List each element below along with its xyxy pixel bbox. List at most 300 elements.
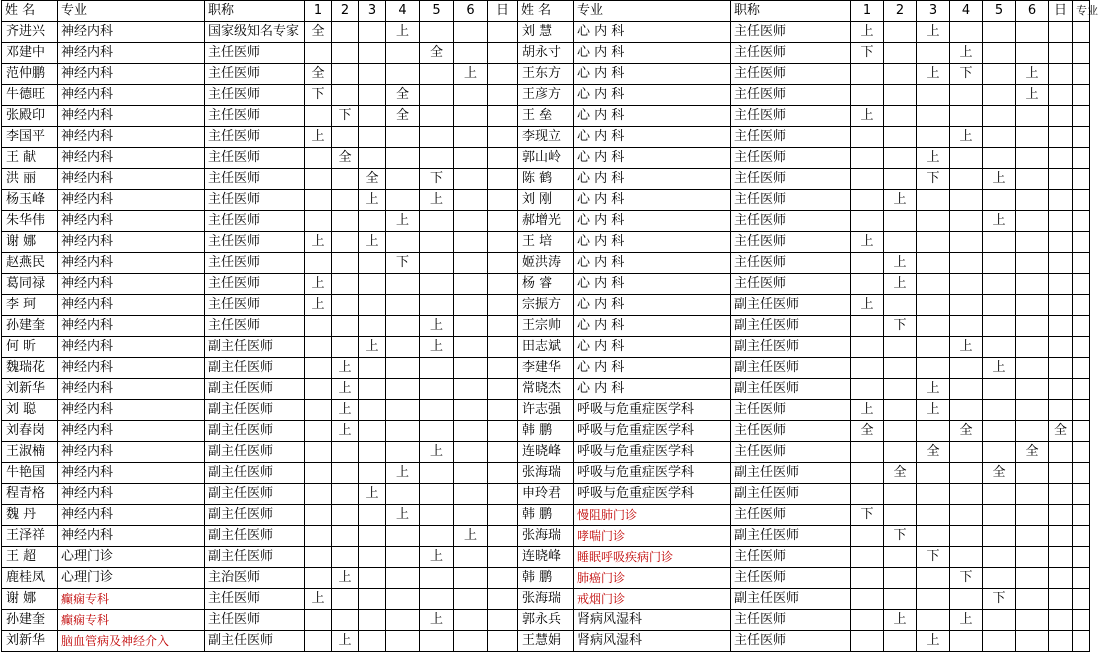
day-slot-right: [1016, 589, 1049, 610]
day-slot: [305, 148, 332, 169]
title: 主任医师: [205, 43, 305, 64]
day-slot: [454, 106, 488, 127]
day-slot: [454, 379, 488, 400]
doctor-name: 刘新华: [2, 379, 58, 400]
day-slot: [420, 295, 454, 316]
day-slot: 下: [386, 253, 420, 274]
day-slot: [386, 484, 420, 505]
title: 主任医师: [205, 610, 305, 631]
day-slot: 上: [359, 484, 386, 505]
day-slot: [420, 463, 454, 484]
day-slot: [420, 526, 454, 547]
day-slot-right: [1049, 295, 1073, 316]
day-slot-right: 全: [1016, 442, 1049, 463]
day-slot: [420, 253, 454, 274]
day-slot-right: [917, 43, 950, 64]
day-slot-right: [917, 85, 950, 106]
day-slot-right: [983, 190, 1016, 211]
title: 主任医师: [205, 169, 305, 190]
day-slot: 上: [420, 547, 454, 568]
day-slot-right: 上: [950, 610, 983, 631]
day-slot: 全: [386, 85, 420, 106]
day-slot-right: [884, 127, 917, 148]
header-name-2: 姓 名: [518, 1, 574, 22]
specialty-right: 呼吸与危重症医学科: [574, 400, 731, 421]
day-slot: [305, 190, 332, 211]
day-slot-right: 下: [851, 43, 884, 64]
day-slot-right: [917, 589, 950, 610]
header-day-2: 2: [884, 1, 917, 22]
title-right: 主任医师: [731, 148, 851, 169]
day-slot-right: [851, 85, 884, 106]
empty-cell: [1073, 253, 1090, 274]
day-slot: [332, 526, 359, 547]
day-slot-right: [950, 274, 983, 295]
day-slot: [359, 610, 386, 631]
day-slot: [420, 127, 454, 148]
title-right: 主任医师: [731, 253, 851, 274]
doctor-name: 鹿桂凤: [2, 568, 58, 589]
doctor-name: 刘 聪: [2, 400, 58, 421]
day-slot: 下: [332, 106, 359, 127]
day-slot: [359, 526, 386, 547]
day-slot: 上: [420, 442, 454, 463]
day-slot: [454, 568, 488, 589]
empty-cell: [1073, 484, 1090, 505]
day-slot-right: [884, 295, 917, 316]
title: 主治医师: [205, 568, 305, 589]
day-slot-right: [1049, 64, 1073, 85]
day-slot: [488, 463, 518, 484]
day-slot: [454, 43, 488, 64]
day-slot-right: [983, 64, 1016, 85]
day-slot: 全: [359, 169, 386, 190]
specialty: 神经内科: [58, 190, 205, 211]
specialty-right: 心 内 科: [574, 379, 731, 400]
day-slot-right: [950, 148, 983, 169]
day-slot: [420, 64, 454, 85]
day-slot-right: [851, 610, 884, 631]
day-slot: [454, 610, 488, 631]
day-slot: 上: [332, 358, 359, 379]
day-slot-right: [851, 463, 884, 484]
empty-cell: [1073, 232, 1090, 253]
doctor-name: 王 超: [2, 547, 58, 568]
day-slot: [454, 484, 488, 505]
specialty: 神经内科: [58, 232, 205, 253]
day-slot: [332, 610, 359, 631]
day-slot: [359, 379, 386, 400]
table-row: [2, 610, 1090, 631]
day-slot: [488, 400, 518, 421]
day-slot: 全: [305, 64, 332, 85]
day-slot-right: [1016, 316, 1049, 337]
day-slot-right: [1016, 358, 1049, 379]
day-slot: [386, 379, 420, 400]
day-slot: [386, 400, 420, 421]
day-slot-right: [884, 337, 917, 358]
day-slot: [305, 337, 332, 358]
title: 主任医师: [205, 253, 305, 274]
title: 副主任医师: [205, 526, 305, 547]
day-slot: [454, 211, 488, 232]
table-row: [2, 148, 1090, 169]
doctor-name: 牛艳国: [2, 463, 58, 484]
specialty: 神经内科: [58, 169, 205, 190]
day-slot-right: [983, 526, 1016, 547]
title-right: 主任医师: [731, 442, 851, 463]
day-slot: [488, 85, 518, 106]
day-slot: 上: [332, 400, 359, 421]
day-slot-right: [950, 169, 983, 190]
day-slot-right: 下: [950, 64, 983, 85]
day-slot-right: 上: [1016, 85, 1049, 106]
table-row: [2, 211, 1090, 232]
day-slot: [305, 526, 332, 547]
header-day: 6: [454, 1, 488, 22]
day-slot: [305, 358, 332, 379]
empty-cell: [1073, 400, 1090, 421]
day-slot: [420, 568, 454, 589]
day-slot: 上: [420, 190, 454, 211]
day-slot-right: [884, 568, 917, 589]
day-slot-right: [884, 442, 917, 463]
day-slot-right: [1016, 295, 1049, 316]
day-slot-right: [1016, 400, 1049, 421]
day-slot: [359, 211, 386, 232]
specialty: 神经内科: [58, 148, 205, 169]
day-slot-right: [1049, 316, 1073, 337]
day-slot: [332, 547, 359, 568]
day-slot-right: [983, 400, 1016, 421]
day-slot-right: [1016, 631, 1049, 652]
doctor-name: 孙建奎: [2, 610, 58, 631]
empty-cell: [1073, 148, 1090, 169]
table-row: [2, 589, 1090, 610]
day-slot-right: [983, 379, 1016, 400]
doctor-name-right: 韩 鹏: [518, 568, 574, 589]
specialty-right: 心 内 科: [574, 211, 731, 232]
day-slot: [454, 358, 488, 379]
specialty: 神经内科: [58, 526, 205, 547]
specialty: 神经内科: [58, 442, 205, 463]
empty-cell: [1073, 463, 1090, 484]
day-slot: [386, 589, 420, 610]
day-slot: 上: [332, 421, 359, 442]
day-slot: [359, 421, 386, 442]
title: 副主任医师: [205, 505, 305, 526]
day-slot: [454, 232, 488, 253]
day-slot-right: [884, 22, 917, 43]
day-slot-right: [983, 295, 1016, 316]
day-slot-right: [884, 211, 917, 232]
day-slot-right: [950, 22, 983, 43]
header-day: 4: [386, 1, 420, 22]
day-slot-right: [983, 274, 1016, 295]
table-row: [2, 568, 1090, 589]
doctor-name-right: 王 培: [518, 232, 574, 253]
day-slot-right: [1016, 211, 1049, 232]
empty-cell: [1073, 64, 1090, 85]
specialty-right: 肾病风湿科: [574, 610, 731, 631]
title-right: 主任医师: [731, 505, 851, 526]
day-slot-right: [1016, 484, 1049, 505]
day-slot-right: [917, 253, 950, 274]
day-slot-right: 上: [983, 211, 1016, 232]
day-slot: [488, 505, 518, 526]
day-slot-right: [1049, 85, 1073, 106]
doctor-name: 齐进兴: [2, 22, 58, 43]
day-slot: [386, 547, 420, 568]
doctor-name: 范仲鹏: [2, 64, 58, 85]
title: 国家级知名专家: [205, 22, 305, 43]
title-right: 副主任医师: [731, 484, 851, 505]
day-slot-right: [1049, 22, 1073, 43]
day-slot: [359, 316, 386, 337]
day-slot: [488, 442, 518, 463]
title-right: 主任医师: [731, 43, 851, 64]
day-slot-right: [983, 421, 1016, 442]
header-day-2: 5: [983, 1, 1016, 22]
day-slot: 上: [454, 64, 488, 85]
specialty: 癫痫专科: [58, 610, 205, 631]
day-slot-right: 下: [917, 169, 950, 190]
table-row: [2, 505, 1090, 526]
day-slot-right: [851, 148, 884, 169]
day-slot: [332, 211, 359, 232]
title-right: 副主任医师: [731, 337, 851, 358]
title-right: 主任医师: [731, 274, 851, 295]
day-slot-right: [1016, 148, 1049, 169]
title: 副主任医师: [205, 631, 305, 652]
day-slot-right: [1049, 148, 1073, 169]
specialty: 神经内科: [58, 85, 205, 106]
day-slot: [359, 547, 386, 568]
day-slot-right: 上: [950, 43, 983, 64]
day-slot-right: [1016, 274, 1049, 295]
doctor-name-right: 郭永兵: [518, 610, 574, 631]
title: 副主任医师: [205, 442, 305, 463]
header-day-2: 4: [950, 1, 983, 22]
empty-cell: [1073, 169, 1090, 190]
day-slot: [305, 442, 332, 463]
doctor-name-right: 李现立: [518, 127, 574, 148]
day-slot: [488, 337, 518, 358]
day-slot-right: 全: [884, 463, 917, 484]
table-row: [2, 463, 1090, 484]
day-slot: [386, 358, 420, 379]
day-slot-right: 上: [917, 22, 950, 43]
day-slot: [420, 22, 454, 43]
day-slot: [332, 442, 359, 463]
doctor-name-right: 韩 鹏: [518, 421, 574, 442]
day-slot-right: [950, 316, 983, 337]
day-slot-right: [851, 379, 884, 400]
title-right: 主任医师: [731, 610, 851, 631]
day-slot-right: [1049, 568, 1073, 589]
doctor-name: 魏 丹: [2, 505, 58, 526]
doctor-name: 刘新华: [2, 631, 58, 652]
empty-cell: [1073, 295, 1090, 316]
day-slot: [488, 43, 518, 64]
title: 主任医师: [205, 64, 305, 85]
day-slot-right: [851, 484, 884, 505]
doctor-name: 刘春岗: [2, 421, 58, 442]
title: 主任医师: [205, 295, 305, 316]
doctor-name: 谢 娜: [2, 589, 58, 610]
day-slot: [359, 463, 386, 484]
day-slot-right: [1049, 547, 1073, 568]
day-slot-right: [950, 358, 983, 379]
empty-cell: [1073, 547, 1090, 568]
header-specialty-3: 专业: [1073, 1, 1090, 22]
day-slot-right: [884, 484, 917, 505]
day-slot-right: [851, 547, 884, 568]
day-slot-right: 上: [884, 274, 917, 295]
day-slot-right: [1016, 127, 1049, 148]
day-slot: [359, 295, 386, 316]
day-slot-right: 下: [983, 589, 1016, 610]
doctor-name-right: 王 垒: [518, 106, 574, 127]
day-slot-right: [983, 610, 1016, 631]
day-slot: [420, 400, 454, 421]
specialty: 神经内科: [58, 316, 205, 337]
day-slot: [359, 106, 386, 127]
day-slot: [454, 274, 488, 295]
day-slot: 下: [420, 169, 454, 190]
header-specialty-2: 专业: [574, 1, 731, 22]
day-slot: 上: [332, 568, 359, 589]
day-slot: [420, 505, 454, 526]
doctor-name-right: 陈 鹤: [518, 169, 574, 190]
day-slot-right: [1016, 463, 1049, 484]
doctor-name: 牛德旺: [2, 85, 58, 106]
header-day: 日: [488, 1, 518, 22]
day-slot: [305, 631, 332, 652]
doctor-name-right: 宗振方: [518, 295, 574, 316]
day-slot: [359, 22, 386, 43]
day-slot-right: 上: [884, 610, 917, 631]
header-day: 5: [420, 1, 454, 22]
specialty-right: 心 内 科: [574, 316, 731, 337]
day-slot: [488, 253, 518, 274]
day-slot-right: [1016, 43, 1049, 64]
specialty-right: 心 内 科: [574, 22, 731, 43]
doctor-name-right: 杨 睿: [518, 274, 574, 295]
day-slot-right: [1016, 22, 1049, 43]
day-slot: [386, 610, 420, 631]
day-slot: [332, 484, 359, 505]
title-right: 主任医师: [731, 190, 851, 211]
header-day-2: 3: [917, 1, 950, 22]
day-slot: [305, 169, 332, 190]
doctor-name-right: 刘 慧: [518, 22, 574, 43]
day-slot-right: [1049, 442, 1073, 463]
doctor-name-right: 王彦方: [518, 85, 574, 106]
empty-cell: [1073, 379, 1090, 400]
table-row: [2, 484, 1090, 505]
doctor-name-right: 韩 鹏: [518, 505, 574, 526]
day-slot: [454, 190, 488, 211]
day-slot-right: 下: [884, 316, 917, 337]
day-slot: [332, 253, 359, 274]
day-slot-right: [983, 85, 1016, 106]
day-slot: 全: [332, 148, 359, 169]
day-slot-right: 上: [917, 148, 950, 169]
day-slot: 上: [420, 610, 454, 631]
day-slot: [488, 484, 518, 505]
table-row: [2, 253, 1090, 274]
doctor-name: 洪 丽: [2, 169, 58, 190]
doctor-name-right: 许志强: [518, 400, 574, 421]
day-slot-right: 上: [851, 106, 884, 127]
title: 主任医师: [205, 190, 305, 211]
day-slot-right: [917, 232, 950, 253]
day-slot: [488, 190, 518, 211]
specialty: 心理门诊: [58, 568, 205, 589]
empty-cell: [1073, 358, 1090, 379]
day-slot-right: [983, 127, 1016, 148]
day-slot: [454, 463, 488, 484]
day-slot-right: [917, 106, 950, 127]
empty-cell: [1073, 211, 1090, 232]
day-slot-right: 全: [1049, 421, 1073, 442]
day-slot-right: [1049, 337, 1073, 358]
day-slot-right: [950, 253, 983, 274]
day-slot-right: [917, 526, 950, 547]
specialty-right: 心 内 科: [574, 274, 731, 295]
specialty: 神经内科: [58, 505, 205, 526]
day-slot-right: 全: [983, 463, 1016, 484]
day-slot: 上: [386, 211, 420, 232]
day-slot: [488, 64, 518, 85]
day-slot-right: [1016, 232, 1049, 253]
day-slot: [488, 274, 518, 295]
day-slot: [420, 589, 454, 610]
empty-cell: [1073, 505, 1090, 526]
day-slot: [454, 589, 488, 610]
day-slot-right: [917, 358, 950, 379]
day-slot-right: [1049, 358, 1073, 379]
day-slot: 上: [305, 274, 332, 295]
day-slot: [420, 148, 454, 169]
day-slot: [386, 190, 420, 211]
title: 副主任医师: [205, 337, 305, 358]
day-slot: [420, 421, 454, 442]
day-slot-right: [851, 589, 884, 610]
table-row: [2, 358, 1090, 379]
day-slot-right: [917, 568, 950, 589]
header-name: 姓 名: [2, 1, 58, 22]
specialty: 脑血管病及神经介入: [58, 631, 205, 652]
day-slot-right: [851, 568, 884, 589]
specialty: 神经内科: [58, 274, 205, 295]
title: 主任医师: [205, 232, 305, 253]
day-slot: [359, 400, 386, 421]
specialty-right: 呼吸与危重症医学科: [574, 421, 731, 442]
header-day: 1: [305, 1, 332, 22]
day-slot-right: [917, 421, 950, 442]
day-slot: [332, 64, 359, 85]
day-slot-right: [1049, 400, 1073, 421]
day-slot: [305, 568, 332, 589]
day-slot-right: [884, 400, 917, 421]
day-slot: [386, 421, 420, 442]
day-slot: [332, 232, 359, 253]
day-slot-right: 全: [851, 421, 884, 442]
day-slot: 上: [305, 127, 332, 148]
day-slot: 全: [420, 43, 454, 64]
